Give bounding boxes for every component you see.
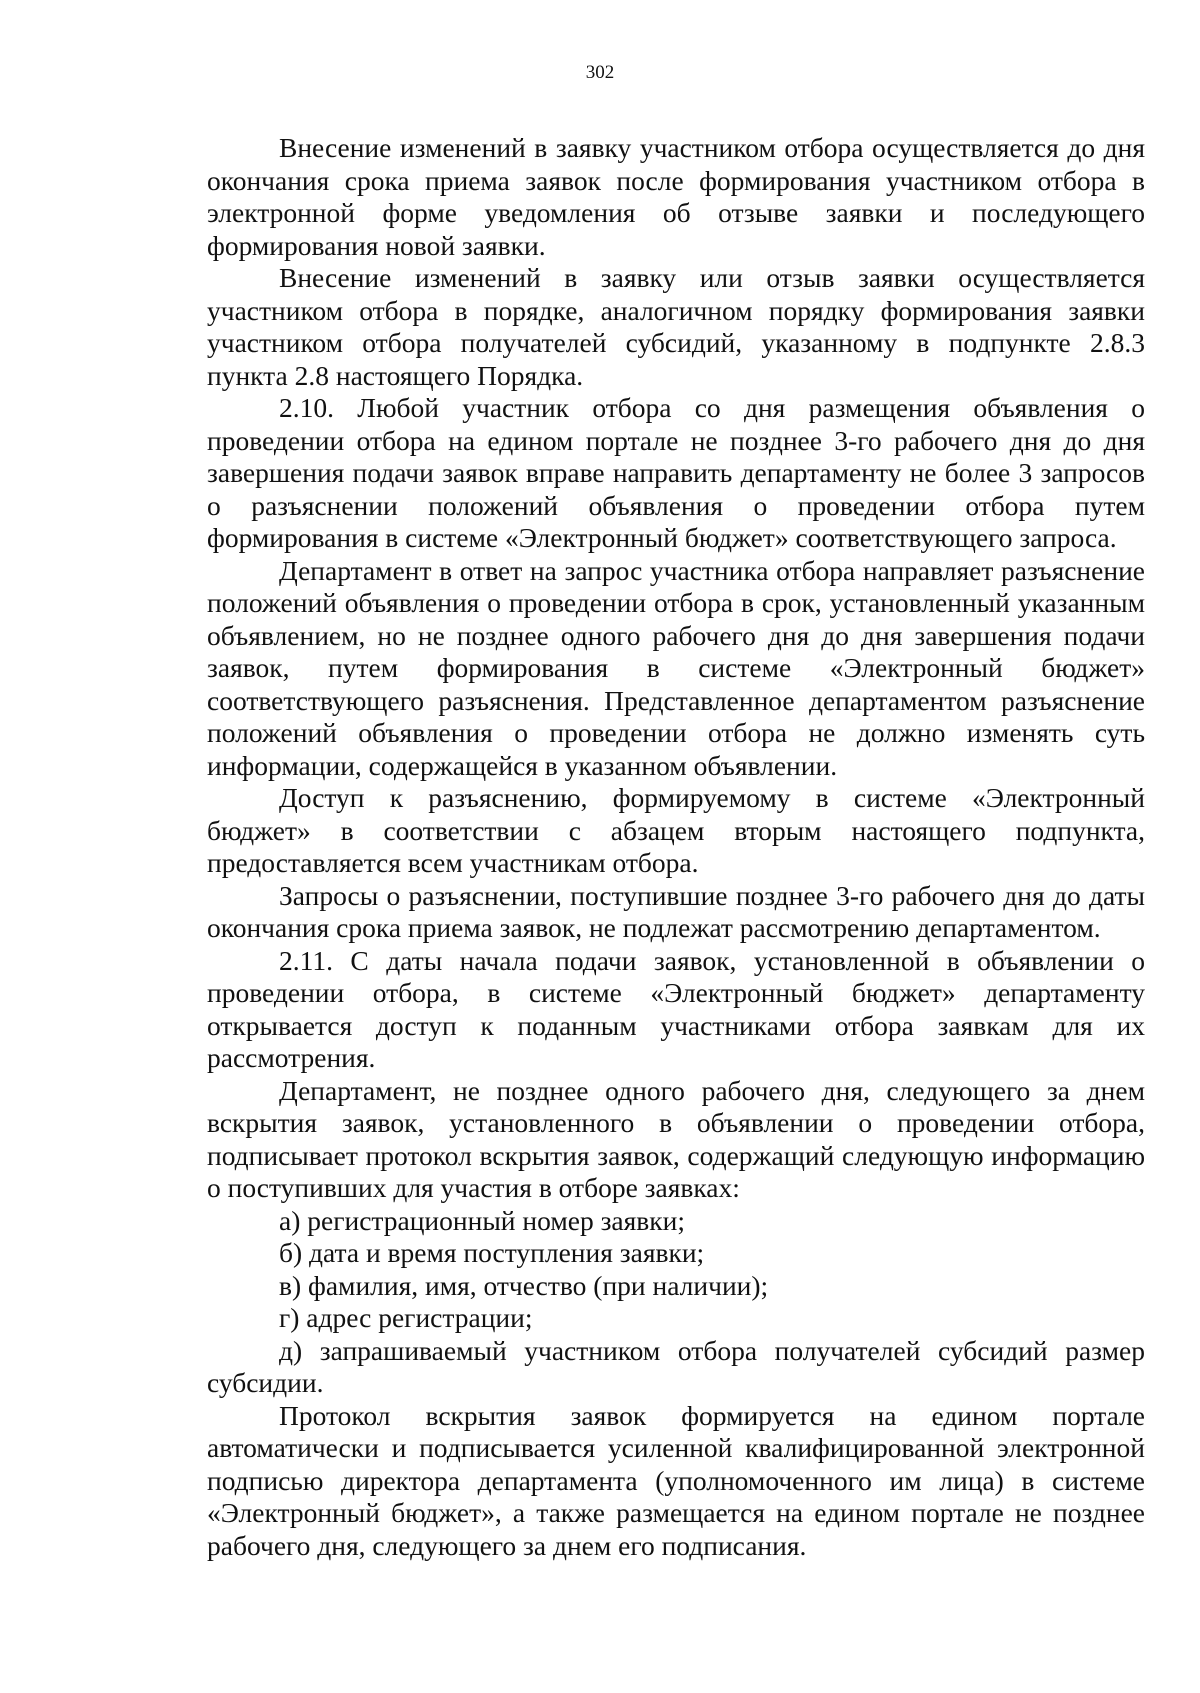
paragraph-2-10: 2.10. Любой участник отбора со дня размещения объявления о проведении отбора на едином портале не позднее 3-го рабочего дня до дня завершения подачи заявок вправе направить департаменту не более 3 запросов о разъяснении положений объявления о проведении отбора путем формирования в системе «Электронный бюджет» соответствующего запроса. <box>207 392 1145 553</box>
paragraph-amendments: Внесение изменений в заявку участником отбора осуществляется до дня окончания срока приема заявок после формирования участником отбора в электронной форме уведомления об отзыве заявки и последующего формирования новой заявки. <box>207 132 1145 261</box>
list-item: б) дата и время поступления заявки; <box>279 1237 705 1268</box>
list-item: д) запрашиваемый участником отбора получателей субсидий размер субсидии. <box>207 1334 1145 1398</box>
paragraph-late-requests: Запросы о разъяснении, поступившие позднее 3-го рабочего дня до даты окончания срока приема заявок, не подлежат рассмотрению департаментом. <box>207 879 1145 943</box>
paragraph-opening-protocol: Департамент, не позднее одного рабочего дня, следующего за днем вскрытия заявок, установленного в объявлении о проведении отбора, подписывает протокол вскрытия заявок, содержащий следующую информацию о поступивших для участия в отборе заявках: <box>207 1074 1145 1203</box>
list-item: а) регистрационный номер заявки; <box>279 1204 685 1236</box>
document-body <box>207 132 1145 1562</box>
list-item: г) адрес регистрации; <box>279 1302 533 1333</box>
paragraph-protocol-formation: Протокол вскрытия заявок формируется на едином портале автоматически и подписывается усиленной квалифицированной электронной подписью директора департамента (уполномоченного им лица) в системе «Электронный бюджет», а также размещается на едином портале не позднее рабочего дня, следующего за днем его подписания. <box>207 1399 1145 1561</box>
paragraph-department-response: Департамент в ответ на запрос участника отбора направляет разъяснение положений объявления о проведении отбора в срок, установленный указанным объявлением, но не позднее одного рабочего дня до дня завершения подачи заявок, путем формирования в системе «Электронный бюджет» соответствующего разъяснения. Представленное департаментом разъяснение положений объявления о проведении отбора не должно изменять суть информации, содержащейся в указанном объявлении. <box>207 554 1145 781</box>
paragraph-2-11: 2.11. С даты начала подачи заявок, установленной в объявлении о проведении отбора, в системе «Электронный бюджет» департаменту открывается доступ к поданным участниками отбора заявкам для их рассмотрения. <box>207 944 1145 1073</box>
list-item: в) фамилия, имя, отчество (при наличии); <box>279 1269 769 1301</box>
paragraph-amend-or-withdraw: Внесение изменений в заявку или отзыв заявки осуществляется участником отбора в порядке, аналогичном порядку формирования заявки участником отбора получателей субсидий, указанному в подпункте 2.8.3 пункта 2.8 настоящего Порядка. <box>207 262 1145 391</box>
page-number: 302 <box>585 62 615 83</box>
paragraph-access-to-clarification: Доступ к разъяснению, формируемому в системе «Электронный бюджет» в соответствии с абзацем вторым настоящего подпункта, предоставляется всем участникам отбора. <box>207 782 1145 878</box>
